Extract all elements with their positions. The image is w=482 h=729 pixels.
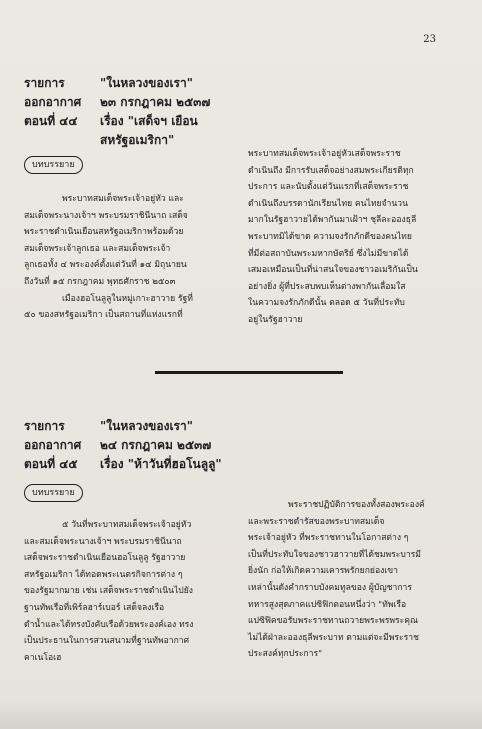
text-line: ที่มีต่อสถาบันพระมหากษัตริย์ ซึ่งไม่มีขาดได้ bbox=[248, 248, 409, 259]
narration-label: บทบรรยาย bbox=[24, 156, 83, 174]
text-line: เหล่านั้นดังคำกราบบังคมทูลของ ผู้บัญชาการ bbox=[248, 582, 412, 593]
program-value: "ในหลวงของเรา" bbox=[100, 419, 193, 433]
episode-title: เรื่อง "ห้าวันที่ฮอโนลูลู" bbox=[100, 457, 222, 471]
program-label: รายการ bbox=[24, 419, 65, 433]
text-line: สมเด็จพระเจ้าลูกเธอ และสมเด็จพระเจ้า bbox=[24, 243, 171, 254]
text-line: ถึงวันที่ ๑๕ กรกฎาคม พุทธศักราช ๒๕๐๓ bbox=[24, 276, 176, 287]
text-line: เสมอเหมือนเป็นที่น่าสนใจของชาวอเมริกันเป็น bbox=[248, 265, 418, 276]
section2-left-column bbox=[24, 517, 236, 666]
section1-right-column bbox=[248, 146, 460, 329]
airdate-value: ๒๓ กรกฎาคม ๒๕๓๗ bbox=[100, 95, 211, 109]
text-line: พระบาทมิได้ขาด ความจงรักภักดีของคนไทย bbox=[248, 231, 412, 242]
page-number: 23 bbox=[423, 34, 436, 45]
text-line: พระราชปฏิบัติการของทั้งสองพระองค์ bbox=[288, 500, 425, 510]
program-label: รายการ bbox=[24, 76, 65, 90]
text-line: ดำเนินถึง มีการรับเสด็จอย่างสมพระเกียรติทุก bbox=[248, 165, 414, 176]
airdate-value: ๒๔ กรกฎาคม ๒๕๓๗ bbox=[100, 438, 212, 452]
page-bottom-shadow bbox=[0, 700, 482, 729]
section2-right-column bbox=[248, 497, 460, 663]
text-line: ยิ่งนัก ก่อให้เกิดความเคารพรักยกย่องเขา bbox=[248, 566, 398, 577]
text-line: ของรัฐมากมาย เช่น เสด็จพระราชดำเนินไปยัง bbox=[24, 586, 193, 597]
text-line: และสมเด็จพระนางเจ้าฯ พระบรมราชินีนาถ bbox=[24, 536, 182, 547]
text-line: เป็นประธานในการสวนสนามที่ฐานทัพอากาศ bbox=[24, 636, 190, 647]
episode-label: ตอนที่ ๔๔ bbox=[24, 114, 78, 128]
text-line: และพระราชดำรัสของพระบาทสมเด็จ bbox=[248, 516, 385, 527]
text-line: มากในรัฐฮาวายได้พากันมาเฝ้าฯ ชุลีละอองธุลี bbox=[248, 215, 417, 226]
text-line: สหรัฐอเมริกา ได้ทอดพระเนตรกิจการต่าง ๆ bbox=[24, 569, 183, 580]
airdate-label: ออกอากาศ bbox=[24, 438, 82, 452]
section1-left-column bbox=[24, 191, 234, 324]
text-line: แปซิฟิคขอรับพระราชทานถวายพระพรพระคุณ bbox=[248, 616, 418, 627]
text-line: ประการ และนับตั้งแต่วันแรกที่เสด็จพระราช bbox=[248, 182, 409, 193]
text-line: ทหารสูงสุดภาคแปซิฟิกตอนหนึ่งว่า "ทัพเรือ bbox=[248, 599, 407, 610]
text-line: เสด็จพระราชดำเนินเยือนฮอโนลูลู รัฐฮาวาย bbox=[24, 553, 186, 564]
text-line: ไม่ได้ฝ่าละอองธุลีพระบาท ตามแต่จะมีพระราช bbox=[248, 632, 419, 643]
text-line: เป็นที่ประทับใจของชาวฮาวายที่ได้ชมพระบารมี bbox=[248, 549, 421, 560]
text-line: เมืองฮอโนลูลูในหมู่เกาะฮาวาย รัฐที่ bbox=[62, 293, 193, 304]
text-line: ๕ วันที่พระบาทสมเด็จพระเจ้าอยู่หัว bbox=[62, 520, 192, 530]
episode-label: ตอนที่ ๔๕ bbox=[24, 457, 78, 471]
text-line: ลูกเธอทั้ง ๔ พระองค์ตั้งแต่วันที่ ๑๔ มิถุนายน bbox=[24, 260, 187, 271]
text-line: คาเนโอเฮ bbox=[24, 652, 62, 663]
text-line: ๕๐ ของสหรัฐอเมริกา เป็นสถานที่แห่งแรกที่ bbox=[24, 310, 183, 321]
text-line: ในความจงรักภักดีนั้น ตลอด ๕ วันที่ประทับ bbox=[248, 298, 405, 309]
program-value: "ในหลวงของเรา" bbox=[100, 76, 193, 90]
text-line: สมเด็จพระนางเจ้าฯ พระบรมราชินีนาถ เสด็จ bbox=[24, 210, 188, 221]
text-line: พระราชดำเนินเยือนสหรัฐอเมริกาพร้อมด้วย bbox=[24, 227, 184, 238]
text-line: อย่างยิ่ง ผู้ที่ประสบพบเห็นต่างพากันเลื่อมใส bbox=[248, 281, 406, 292]
airdate-label: ออกอากาศ bbox=[24, 95, 82, 109]
text-line: พระเจ้าอยู่หัว ที่พระราชทานในโอกาสต่าง ๆ bbox=[248, 533, 409, 544]
text-line: อยู่ในรัฐฮาวาย bbox=[248, 314, 303, 325]
text-line: ดำน้ำและได้ทรงบังคับเรือด้วยพระองค์เอง ทรง bbox=[24, 619, 194, 630]
text-line: ดำเนินถึงบรรดานักเรียนไทย คนไทยจำนวน bbox=[248, 198, 408, 209]
text-line: ฐานทัพเรือที่เพิร์ลฮาร์เบอร์ เสด็จลงเรือ bbox=[24, 602, 165, 613]
narration-label: บทบรรยาย bbox=[24, 484, 83, 502]
text-line: พระบาทสมเด็จพระเจ้าอยู่หัว และ bbox=[62, 194, 184, 204]
section-divider bbox=[155, 371, 343, 374]
text-line: พระบาทสมเด็จพระเจ้าอยู่หัวเสด็จพระราช bbox=[248, 149, 401, 159]
episode-title: เรื่อง "เสด็จฯ เยือน bbox=[100, 114, 198, 128]
episode-title-cont: สหรัฐอเมริกา" bbox=[100, 133, 175, 147]
text-line: ประสงค์ทุกประการ" bbox=[248, 649, 323, 660]
